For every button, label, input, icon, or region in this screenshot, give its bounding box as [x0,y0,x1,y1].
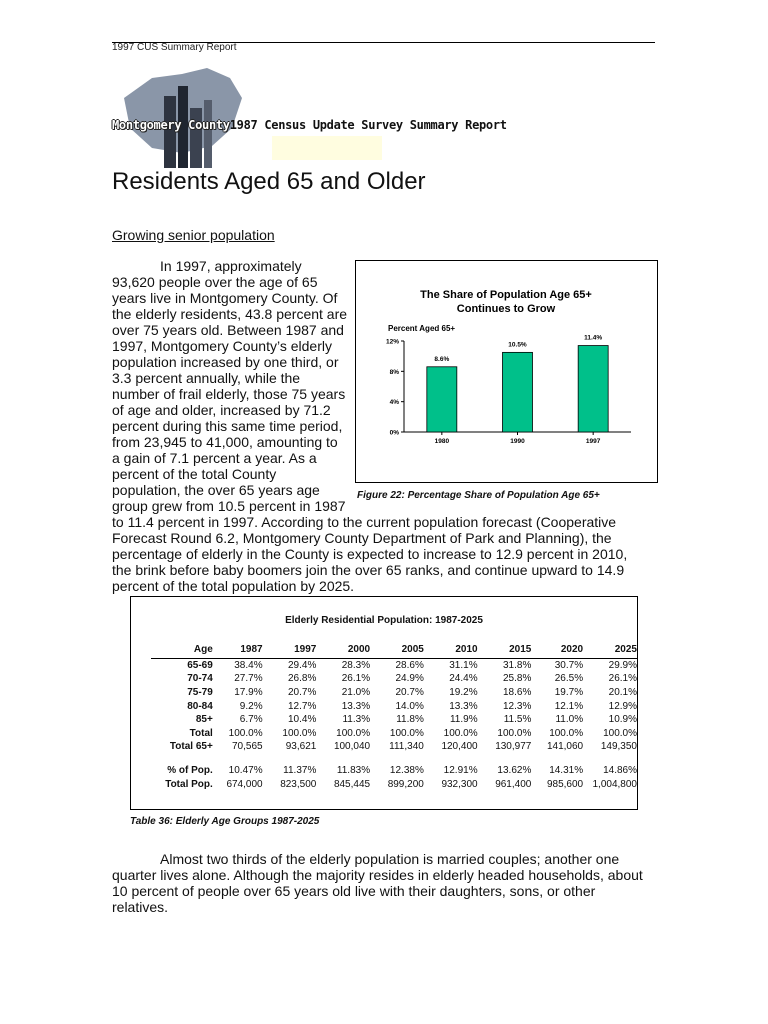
table-cell: 93,621 [285,741,317,753]
table-cell: 24.9% [395,673,424,685]
table-caption: Table 36: Elderly Age Groups 1987-2025 [130,816,320,827]
table-cell: 13.62% [497,765,532,777]
page-title: Residents Aged 65 and Older [112,168,426,195]
table-cell: 130,977 [495,741,532,753]
table-row-label: Total 65+ [169,741,213,753]
table-cell: 25.8% [502,673,532,685]
table-row-label: 65-69 [187,659,213,671]
table-cell: 10.9% [608,714,637,726]
table-cell: 899,200 [387,778,424,790]
y-tick-label: 4% [389,399,399,407]
table-cell: 27.7% [234,673,263,685]
table-row [151,699,637,713]
section-subhead: Growing senior population [112,227,275,243]
table-title: Elderly Residential Population: 1987-2025 [285,615,483,626]
bar-1997 [578,346,608,432]
table-cell: 26.1% [341,673,371,685]
table-row [151,658,637,672]
table-row [151,672,637,686]
y-tick-label: 12% [385,338,399,346]
chart-title-line-2: Continues to Grow [456,303,556,315]
table-header-cell: Age [151,643,213,658]
table-spacer-row [151,754,637,764]
chart-title-line-1: The Share of Population Age 65+ [420,289,592,301]
table-cell: 12.38% [389,765,424,777]
bar-data-label: 10.5% [508,341,527,349]
table-row-label: Total [189,727,213,739]
table-cell: 845,445 [333,778,371,790]
table-cell: 149,350 [600,741,637,753]
table-cell: 100.0% [228,727,263,739]
table-cell: 21.0% [341,687,371,699]
x-tick-label: 1997 [585,438,601,445]
table-cell: 26.8% [287,673,317,685]
table-cell: 9.2% [239,700,263,712]
table-row [151,686,637,700]
table-spacer-cell [151,754,637,764]
y-tick-label: 0% [389,429,399,437]
table-cell: 24.4% [449,673,478,685]
table-cell: 674,000 [226,778,263,790]
table-row [151,777,637,791]
table-cell: 823,500 [280,778,317,790]
banner-subtitle: 1987 Census Update Survey Summary Report [229,118,507,132]
table-header-cell: 2015 [478,643,532,658]
table-cell: 961,400 [495,778,532,790]
table-cell: 17.9% [234,687,263,699]
table-cell: 985,600 [546,778,584,790]
table-cell: 100.0% [336,727,371,739]
table-row [151,713,637,727]
table-row-label: 75-79 [187,687,213,699]
logo-bar-4 [204,100,212,168]
table-row-label: % of Pop. [167,765,213,777]
paragraph-1-part-a: In 1997, approximately 93,620 people over the age of 65 years live in Montgomery County. Of the elderly residents, 43.8 percent are over 75 years old. Between 1987 and 1997, Montgomery County’s elderly population increased by one third, or 3.3 percent annually, while the number of frail elderly, those 75 years of age and older, increased by 71.2 percent during this same time period, from 23,945 to 41,000, amounting to a gain of 7.1 percent a year. As a percent of the total County population, the over 65 years age group grew from 10.5 percent in 1987 [112,258,348,514]
table-cell: 1,004,800 [592,778,637,790]
table-cell: 29.9% [608,659,637,671]
table-header-cell: 2000 [316,643,370,658]
table-row [151,740,637,754]
table-row-label: Total Pop. [165,778,213,790]
table-header-cell: 2020 [531,643,583,658]
bar-1990 [503,352,533,432]
table-row-label: 85+ [195,714,213,726]
table-cell: 12.91% [443,765,478,777]
bar-data-label: 11.4% [584,334,603,342]
table-cell: 30.7% [554,659,584,671]
table-cell: 14.86% [603,765,637,777]
table-header-cell: 2005 [370,643,424,658]
table-cell: 100.0% [282,727,317,739]
table-header-cell: 2025 [583,643,637,658]
table-cell: 70,565 [232,741,263,753]
table-cell: 12.7% [287,700,317,712]
table-cell: 31.1% [449,659,478,671]
y-axis-label: Percent Aged 65+ [388,324,456,333]
paragraph-1-part-b: to 11.4 percent in 1997. According to the current population forecast (Cooperative Forecast Round 6.2, Montgomery County Department of Park and Planning), the percentage of elderly in the County is expected to increase to 12.9 percent in 2010, the brink before baby boomers join the over 65 ranks, and continue upward to 14.9 percent of the total population by 2025. [112,514,628,594]
table-cell: 100.0% [443,727,478,739]
table-header-row [151,643,637,658]
logo-bar-3 [190,108,202,168]
banner-county: Montgomery County [112,118,230,132]
table-cell: 11.8% [396,714,424,726]
table-cell: 111,340 [389,741,424,753]
logo-highlight [272,136,382,160]
table-cell: 141,060 [546,741,584,753]
table-cell: 100.0% [549,727,584,739]
y-tick-label: 8% [389,368,399,376]
paragraph-2: Almost two thirds of the elderly population is married couples; another one quarter lives alone. Although the majority resides in elderly headed households, about 10 percent of people over 65 years old live with their daughters, sons, or other relatives. [112,851,643,915]
banner-title [112,118,507,132]
table-cell: 26.5% [554,673,584,685]
table-cell: 19.7% [554,687,584,699]
table-cell: 13.3% [449,700,478,712]
table-cell: 120,400 [441,741,478,753]
bar-data-label: 8.6% [434,355,450,363]
table-cell: 11.0% [555,714,584,726]
table-cell: 12.3% [502,700,532,712]
table-cell: 100.0% [603,727,637,739]
table-cell: 100,040 [333,741,371,753]
table-header-cell: 2010 [424,643,478,658]
table-cell: 12.1% [554,700,584,712]
table-header-cell: 1997 [263,643,317,658]
table-row-label: 70-74 [187,673,213,685]
table-cell: 26.1% [608,673,637,685]
elderly-table [151,643,637,791]
table-cell: 100.0% [497,727,532,739]
table-cell: 28.6% [395,659,424,671]
table-cell: 11.83% [336,765,371,777]
x-tick-label: 1990 [510,438,525,445]
x-tick-label: 1980 [434,438,450,445]
table-row [151,727,637,741]
table-cell: 20.7% [395,687,424,699]
table-cell: 13.3% [341,700,371,712]
table-cell: 14.31% [549,765,584,777]
bar-chart [356,261,657,482]
table-cell: 10.47% [228,765,263,777]
table-cell: 11.5% [503,714,532,726]
table-cell: 29.4% [287,659,317,671]
table-cell: 11.37% [283,765,317,777]
table-cell: 6.7% [239,714,263,726]
table-frame [130,596,638,810]
table-cell: 38.4% [234,659,263,671]
table-cell: 28.3% [341,659,371,671]
table-cell: 14.0% [395,700,424,712]
table-cell: 20.1% [608,687,637,699]
table-cell: 31.8% [502,659,532,671]
table-header-cell: 1987 [213,643,263,658]
chart-frame [355,260,658,483]
table-cell: 932,300 [441,778,478,790]
table-cell: 20.7% [287,687,317,699]
table-cell: 18.6% [502,687,532,699]
table-row [151,764,637,778]
table-cell: 11.9% [449,714,478,726]
table-cell: 10.4% [287,714,317,726]
figure-caption: Figure 22: Percentage Share of Population Age 65+ [357,490,600,501]
logo-bar-1 [164,96,176,168]
running-head: 1997 CUS Summary Report [112,42,237,53]
table-cell: 12.9% [608,700,637,712]
bar-1980 [427,367,457,432]
table-cell: 100.0% [389,727,424,739]
table-row-label: 80-84 [187,700,213,712]
table-cell: 11.3% [342,714,371,726]
table-cell: 19.2% [449,687,478,699]
